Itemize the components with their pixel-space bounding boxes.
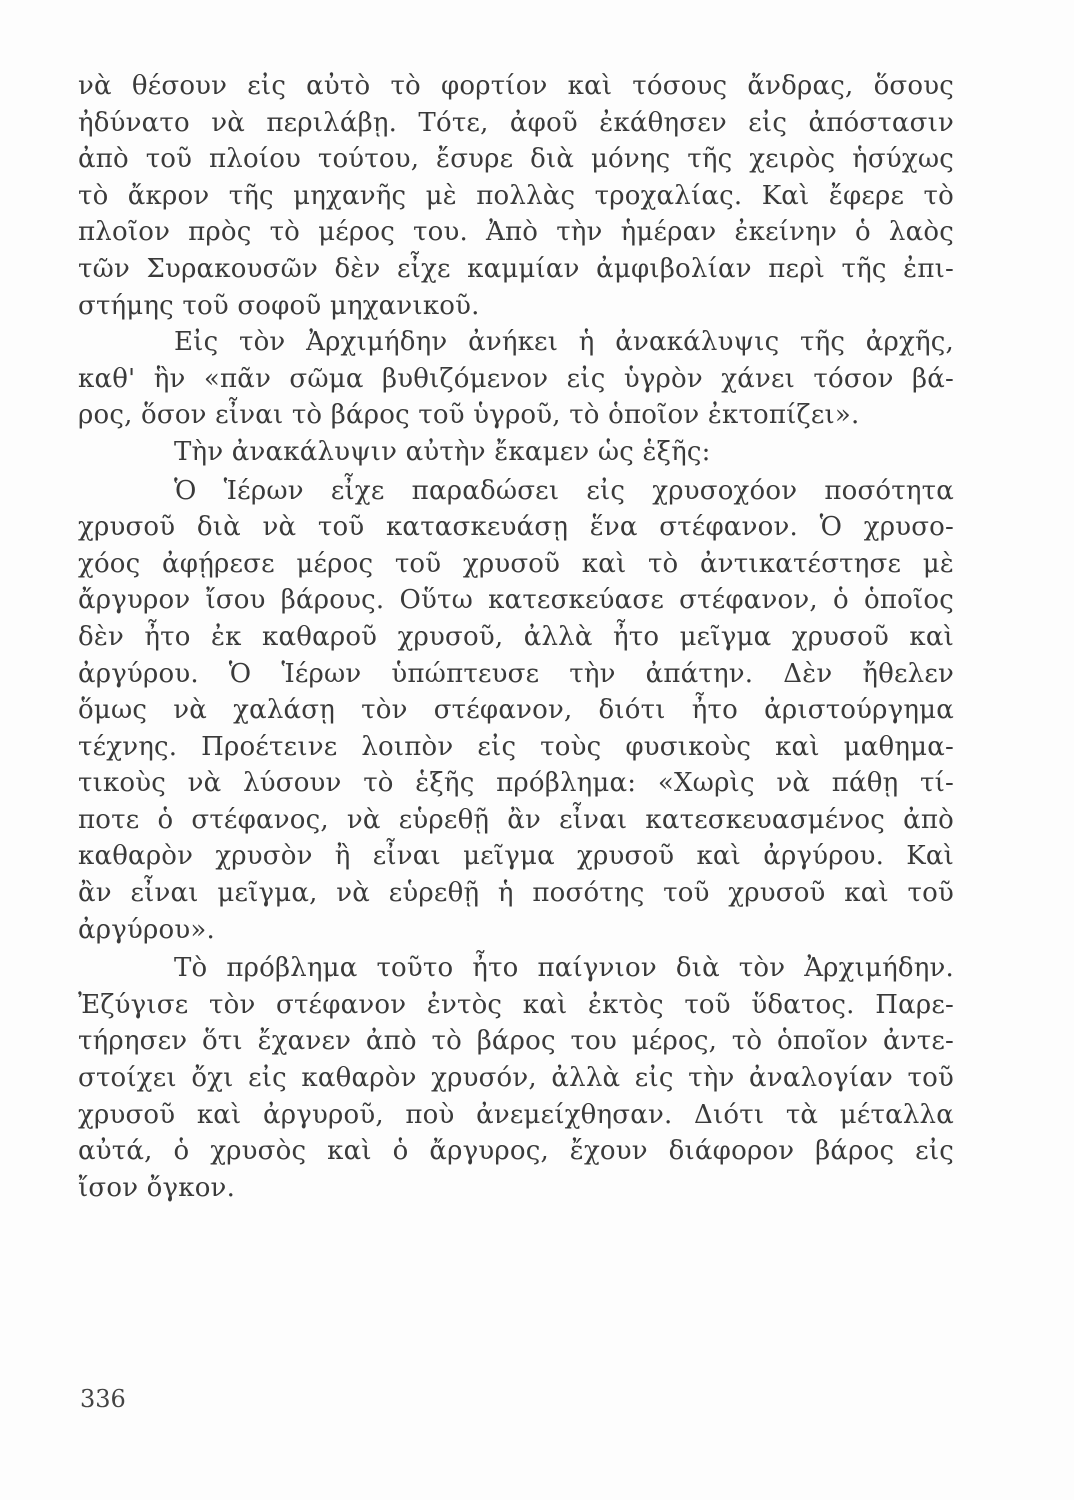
text-line: χόος ἀφῄρεσε μέρος τοῦ χρυσοῦ καὶ τὸ ἀντικατέστησε μὲ	[78, 548, 954, 579]
paragraph-1	[78, 68, 954, 324]
text-line: χρυσοῦ καὶ ἀργυροῦ, ποὺ ἀνεμείχθησαν. Διότι τὰ μέταλλα	[78, 1099, 954, 1130]
text-line: ποτε ὁ στέφανος, νὰ εὑρεθῇ ἂν εἶναι κατεσκευασμένος ἀπὸ	[78, 804, 954, 835]
text-line: τήρησεν ὅτι ἔχανεν ἀπὸ τὸ βάρος του μέρος, τὸ ὁποῖον ἀντε-	[78, 1026, 954, 1057]
paragraph-5	[78, 950, 954, 1206]
text-line: Τὴν ἀνακάλυψιν αὐτὴν ἔκαμεν ὡς ἑξῆς:	[174, 436, 711, 467]
text-line: νὰ θέσουν εἰς αὐτὸ τὸ φορτίον καὶ τόσους ἄνδρας, ὅσους	[78, 71, 954, 101]
text-line: Ὁ Ἱέρων εἶχε παραδώσει εἰς χρυσοχόον ποσότητα	[174, 475, 954, 506]
text-line: ἂν εἶναι μεῖγμα, νὰ εὑρεθῇ ἡ ποσότης τοῦ χρυσοῦ καὶ τοῦ	[78, 878, 954, 909]
paragraph-4	[78, 473, 954, 949]
text-line: ἴσον ὄγκον.	[78, 1172, 236, 1203]
text-line: Ἐζύγισε τὸν στέφανον ἐντὸς καὶ ἐκτὸς τοῦ ὕδατος. Παρε-	[78, 989, 954, 1020]
text-line: καθ' ἣν «πᾶν σῶμα βυθιζόμενον εἰς ὑγρὸν χάνει τόσον βά-	[78, 363, 954, 394]
text-line: ρος, ὅσον εἶναι τὸ βάρος τοῦ ὑγροῦ, τὸ ὁποῖον ἐκτοπίζει».	[78, 400, 860, 431]
text-line: αὐτά, ὁ χρυσὸς καὶ ὁ ἄργυρος, ἔχουν διάφορον βάρος εἰς	[78, 1136, 954, 1167]
text-line: ἀπὸ τοῦ πλοίου τούτου, ἔσυρε διὰ μόνης τῆς χειρὸς ἡσύχως	[78, 144, 954, 175]
text-line: ὅμως νὰ χαλάσῃ τὸν στέφανον, διότι ἦτο ἀριστούργημα	[78, 695, 954, 726]
paragraph-3	[78, 434, 954, 471]
text-line: στήμης τοῦ σοφοῦ μηχανικοῦ.	[78, 290, 480, 321]
text-line: στοίχει ὄχι εἰς καθαρὸν χρυσόν, ἀλλὰ εἰς τὴν ἀναλογίαν τοῦ	[78, 1063, 954, 1094]
text-line: τῶν Συρακουσῶν δὲν εἶχε καμμίαν ἀμφιβολίαν περὶ τῆς ἐπι-	[78, 253, 954, 284]
text-line: Τὸ πρόβλημα τοῦτο ἦτο παίγνιον διὰ τὸν Ἀρχιμήδην.	[174, 953, 954, 984]
text-line: χρυσοῦ διὰ νὰ τοῦ κατασκευάσῃ ἕνα στέφανον. Ὁ χρυσο-	[78, 512, 954, 543]
paragraph-2	[78, 324, 954, 434]
page-number: 336	[80, 1385, 126, 1413]
text-line: ἄργυρον ἴσου βάρους. Οὕτω κατεσκεύασε στέφανον, ὁ ὁποῖος	[78, 585, 954, 616]
text-line: τικοὺς νὰ λύσουν τὸ ἑξῆς πρόβλημα: «Χωρὶς νὰ πάθῃ τί-	[78, 768, 954, 799]
text-line: τέχνης. Προέτεινε λοιπὸν εἰς τοὺς φυσικοὺς καὶ μαθημα-	[78, 731, 954, 762]
text-line: πλοῖον πρὸς τὸ μέρος του. Ἀπὸ τὴν ἡμέραν ἐκείνην ὁ λαὸς	[78, 217, 954, 248]
text-line: ἀργύρου. Ὁ Ἱέρων ὑπώπτευσε τὴν ἀπάτην. Δὲν ἤθελεν	[78, 658, 954, 689]
text-line: τὸ ἄκρον τῆς μηχανῆς μὲ πολλὰς τροχαλίας. Καὶ ἔφερε τὸ	[78, 180, 954, 211]
text-line: ἀργύρου».	[78, 914, 215, 945]
text-line: καθαρὸν χρυσὸν ἢ εἶναι μεῖγμα χρυσοῦ καὶ ἀργύρου. Καὶ	[78, 841, 954, 872]
text-line: Εἰς τὸν Ἀρχιμήδην ἀνήκει ἡ ἀνακάλυψις τῆς ἀρχῆς,	[174, 327, 954, 358]
text-line: δὲν ἦτο ἐκ καθαροῦ χρυσοῦ, ἀλλὰ ἦτο μεῖγμα χρυσοῦ καὶ	[78, 621, 954, 652]
page-body-text	[78, 68, 954, 1206]
text-line: ἠδύνατο νὰ περιλάβῃ. Τότε, ἀφοῦ ἐκάθησεν εἰς ἀπόστασιν	[78, 107, 954, 138]
